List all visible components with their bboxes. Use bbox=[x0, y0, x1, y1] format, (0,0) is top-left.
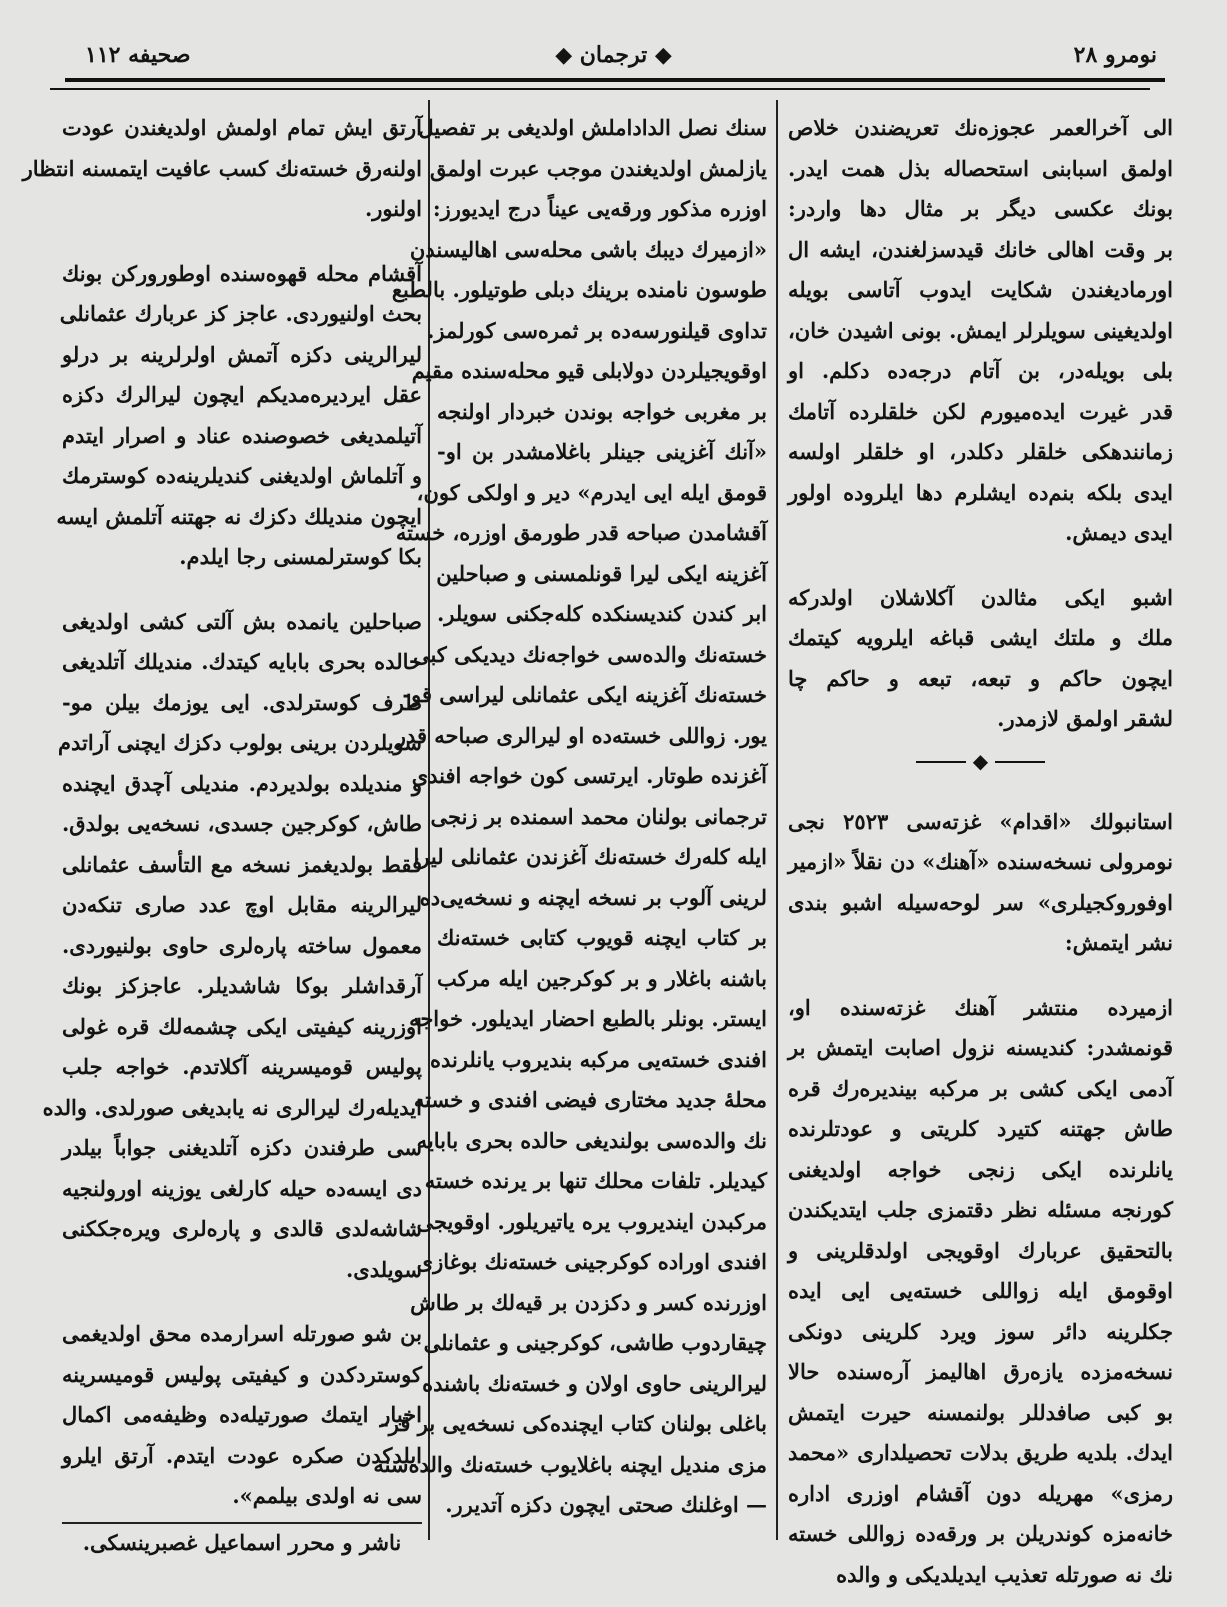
text-line: الى آخرالعمر عجوزه‌نك تعريضندن خلاص bbox=[788, 115, 1173, 140]
text-line: ازميرده منتشر آهنك غزته‌سنده او، bbox=[788, 994, 1173, 1020]
text-line: دى ايسه‌ده حيله كارلغى يوزينه اورولنجيه bbox=[62, 1175, 422, 1201]
text-line: باشنه باغلار و بر كوكرجين ايله مركب bbox=[437, 965, 767, 991]
text-line: ليرالرينى دكزه آتمش اولرلرينه بر درلو bbox=[62, 341, 422, 367]
text-line: اوقويجيلردن دولابلى قيو محله‌سنده مقيم bbox=[411, 358, 767, 383]
text-line: اوزرنده كسر و دكزدن بر قيه‌لك بر طاش bbox=[410, 1289, 767, 1315]
ornament-icon: ◆ bbox=[555, 42, 580, 68]
text-line: اوزرينه كيفيتى ايكى چشمه‌لك قره غولى bbox=[62, 1013, 422, 1039]
text-line: اولنور. bbox=[364, 196, 422, 221]
header-rule bbox=[65, 78, 1165, 82]
text-line: محله‌ٔ جديد مختارى فيضى افندى و خسته bbox=[413, 1087, 767, 1112]
text-line: آقشام محله قهوه‌سنده اوطوروركن بونك bbox=[62, 260, 422, 286]
text-line: اوقومق ايله زواللى خسته‌يى ايى ايده bbox=[788, 1278, 1173, 1303]
text-line: يازلمش اولديغندن موجب عبرت اولمق bbox=[429, 155, 767, 181]
text-line: بحث اولنيوردى. عاجز كز عربارك عثمانلى bbox=[59, 301, 422, 326]
text-line: آقشامدن صباحه قدر طورمق اوزره، خسته bbox=[395, 520, 767, 545]
text-line: ايديله‌رك ليرالرى نه يابديغى صورلدى. والده bbox=[42, 1094, 422, 1120]
text-line: استانبولك «اقدام» غزته‌سى ٢٥٢٣ نجى bbox=[788, 808, 1173, 834]
text-line: نومرولى نسخه‌سنده «آهنك» دن نقلاً «ازمير bbox=[788, 849, 1173, 874]
text-line: صباحلين يانمده بش آلتى كشى اولديغى bbox=[62, 608, 422, 634]
text-line: بر مغربى خواجه بوندن خبردار اولنجه bbox=[437, 398, 767, 424]
text-line: بالتحقيق عربارك اوقويجى اولدقلرينى و bbox=[788, 1237, 1173, 1263]
ornament-icon: ◆ bbox=[647, 42, 672, 68]
text-line: طرف كوسترلدى. ايى يوزمك بيلن مو- bbox=[62, 689, 422, 715]
paragraph bbox=[788, 802, 1173, 964]
text-line: قونمشدر: كنديسنه نزول اصابت ايتمش بر bbox=[788, 1035, 1173, 1060]
paragraph bbox=[42, 602, 422, 1291]
text-line: ايله كله‌رك خسته‌نك آغزندن عثمانلى ليرا bbox=[413, 844, 767, 869]
text-line: حالده بحرى بابايه كيتدك. منديلك آتلديغى bbox=[62, 649, 422, 674]
text-line: خسته‌نك والده‌سى خواجه‌نك ديديكى كبى bbox=[412, 641, 767, 667]
text-line: بن شو صورتله اسرارمده محق اولديغمى bbox=[62, 1321, 422, 1346]
text-line: خسته‌نك آغزينه ايكى عثمانلى ليراسى قو- bbox=[402, 682, 767, 707]
text-line: سويلدى. bbox=[345, 1256, 422, 1282]
text-line: نشر ايتمش: bbox=[1064, 930, 1173, 955]
text-line: افندى اوراده كوكرجينى خسته‌نك بوغازى bbox=[416, 1249, 767, 1274]
text-line: بلى بويله‌در، بن آتام درجه‌ده دكلم. او bbox=[788, 358, 1173, 383]
text-line: نك والده‌سى بولنديغى حالده بحرى بابايه bbox=[416, 1127, 767, 1153]
text-line: آغزنده طوتار. ايرتسى كون خواجه افندى bbox=[411, 763, 767, 788]
text-line: بونك عكسى ديگر بر مثال دها واردر: bbox=[788, 196, 1173, 221]
text-line: تداوى قيلنورسه‌ده بر ثمره‌سى كورلمز. bbox=[427, 317, 767, 343]
paragraph bbox=[22, 108, 422, 230]
text-line: كوستردكدن و كيفيتى پوليس قوميسرينه bbox=[62, 1361, 422, 1387]
text-line: سى طرفندن دكزه آتلديغنى جواباً بيلدر bbox=[62, 1135, 422, 1160]
text-line: — اوغلنك صحتى ايچون دكزه آتديرر. bbox=[445, 1492, 767, 1517]
text-line: آرقداشلر بوكا شاشديلر. عاجزكز بونك bbox=[62, 973, 422, 998]
text-line: اولنه‌رق خسته‌نك كسب عافيت ايتمسنه انتظار bbox=[22, 155, 422, 181]
text-line: افندى خسته‌يى مركبه بنديروب يانلرنده bbox=[429, 1046, 767, 1072]
text-line: سى نه اولدى بيلمم». bbox=[232, 1483, 422, 1508]
text-line: ترجمانى بولنان محمد اسمنده بر زنجى bbox=[430, 803, 767, 829]
text-line: بر كتاب ايچنه قويوب كتابى خسته‌نك bbox=[437, 925, 767, 950]
section-divider-ornament: ◆ bbox=[788, 744, 1173, 778]
text-line: ايستر. بونلر بالطبع احضار ايديلور. خواجه bbox=[409, 1006, 767, 1031]
page-number: صحيفه ١١٢ bbox=[85, 42, 191, 68]
issue-number: نومرو ٢٨ bbox=[1073, 42, 1157, 68]
footer-rule bbox=[62, 1522, 422, 1524]
text-line: و منديلده بولديردم. منديلى آچدق ايچنده bbox=[62, 770, 422, 796]
paragraph bbox=[788, 108, 1173, 554]
column-right bbox=[788, 108, 1173, 1599]
text-line: سويلردن برينى بولوب دكزك ايچنى آراتدم bbox=[58, 730, 422, 755]
text-line: فقط بولديغمز نسخه مع التأسف عثمانلى bbox=[62, 851, 422, 877]
text-line: ايچون حاكم و تبعه، تبعه و حاكم چا bbox=[788, 665, 1173, 691]
text-line: طوسون نامنده برينك دبلى طوتيلور. بالطبع bbox=[391, 277, 767, 302]
text-line: رمزى» مهريله دون آقشام اوزرى اداره bbox=[788, 1480, 1173, 1506]
text-line: مركبدن اينديروب يره ياتيريلور. اوقويجى bbox=[416, 1208, 767, 1234]
text-line: ايدك. بلديه طريق بدلات تحصيلدارى «محمد bbox=[788, 1440, 1173, 1465]
text-line: زمانندهكى خلقلر دكلدر، او خلقلر اولسه bbox=[788, 439, 1173, 464]
text-line: آتيلمديغى خصوصنده عناد و اصرار ايتدم bbox=[62, 422, 422, 448]
text-line: اولديغينى سويلرلر ايمش. بونى اشيدن خان، bbox=[788, 317, 1173, 343]
column-left bbox=[22, 108, 422, 1521]
text-line: لشقر اولمق لازمدر. bbox=[997, 706, 1173, 731]
paragraph bbox=[788, 578, 1173, 740]
text-line: اولمق اسبابنى استحصاله بذل همت ايدر. bbox=[788, 155, 1173, 181]
text-line: جكلرينه دائر سوز ويرد كلرينى دونكى bbox=[788, 1318, 1173, 1344]
text-line: آدمى ايكى كشى بر مركبه بينديره‌رك قره bbox=[788, 1075, 1173, 1101]
text-line: آغزينه ايكى ليرا قونلمسنى و صباحلين bbox=[436, 560, 767, 586]
paragraph bbox=[62, 1314, 422, 1517]
text-line: ملك و ملتك ايشى قباغه ايلرويه كيتمك bbox=[788, 625, 1173, 650]
masthead-title: ترجمان bbox=[579, 42, 648, 68]
text-line: بر وقت اهالى خانك قيدسزلغندن، ايشه ال bbox=[788, 236, 1173, 262]
text-line: ليرالرينه مقابل اوچ عدد صارى تنكه‌دن bbox=[62, 892, 422, 917]
text-line: اشبو ايكى مثالدن آكلاشلان اولدركه bbox=[788, 584, 1173, 610]
text-line: نسخه‌مزده يازه‌رق اهاليمز آره‌سنده حالا bbox=[788, 1359, 1173, 1384]
text-line: «آنك آغزينى جينلر باغلامشدر بن او- bbox=[437, 439, 767, 464]
text-line: كورنجه مسئله نظر دقتمزى جلب ايتديكندن bbox=[788, 1197, 1173, 1222]
text-line: اورمادیغندن شكايت ايدوب آتاسى بويله bbox=[788, 277, 1173, 302]
text-line: طاش، كوكرجين جسدى، نسخه‌يى بولدق. bbox=[62, 811, 422, 836]
text-line: اوزره مذكور ورقه‌يى عيناً درج ايديورز: bbox=[432, 196, 767, 221]
header-rule-thin bbox=[50, 88, 1150, 90]
text-line: قدر غيرت ايده‌ميورم لكن خلقلرده آتامك bbox=[788, 398, 1173, 424]
text-line: اوفوروكجيلرى» سر لوحه‌سيله اشبو بندى bbox=[788, 889, 1173, 915]
publisher-line: ناشر و محرر اسماعيل غصبرينسكى. bbox=[82, 1530, 402, 1555]
text-line: پوليس قوميسرينه آكلاتدم. خواجه جلب bbox=[62, 1054, 422, 1079]
text-line: يانلرنده ايكى زنجى خواجه اولديغنى bbox=[788, 1156, 1173, 1182]
text-line: يور. زواللى خسته‌ده او ليرالرى صباحه قدر bbox=[395, 722, 767, 748]
column-divider bbox=[776, 100, 778, 1540]
text-line: ابر كندن كنديسنكده كله‌جكنى سويلر. bbox=[437, 601, 767, 626]
text-line: معمول ساخته پاره‌لرى حاوى بولنيوردى. bbox=[62, 932, 422, 958]
text-line: عقل ايرديره‌مديكم ايچون ليرالرك دكزه bbox=[62, 382, 422, 407]
text-line: قومق ايله ايى ايدرم» دير و اولكى كون، bbox=[416, 479, 767, 505]
text-line: باغلى بولنان كتاب ايچنده‌كى نسخه‌يى بر قر- bbox=[380, 1411, 767, 1436]
text-line: آرتق ايش تمام اولمش اولديغندن عودت bbox=[62, 115, 422, 140]
text-line: ايلدكدن صكره عودت ايتدم. آرتق ايلرو bbox=[62, 1442, 422, 1468]
text-line: لرينى آلوب بر نسخه ايچنه و نسخه‌يى‌ده bbox=[419, 884, 767, 910]
text-line: نك نه صورتله تعذيب ايديلديكى و والده bbox=[836, 1561, 1173, 1587]
text-line: ايچون منديلك دكزك نه جهتنه آتلمش ايسه bbox=[56, 503, 422, 529]
text-line: سنك نصل الداداملش اولديغى بر تفصيل bbox=[418, 115, 767, 140]
text-line: و آتلماش اولديغنى كنديلرينه‌ده كوسترمك bbox=[62, 463, 422, 488]
text-line: چيقاردوب طاشى، كوكرجينى و عثمانلى bbox=[423, 1330, 767, 1355]
text-line: ليرالرينى حاوى اولان و خسته‌نك باشنده bbox=[422, 1370, 767, 1396]
text-line: بو كبى صافدللر بولنمسنه حيرت ايتمش bbox=[788, 1399, 1173, 1425]
paragraph bbox=[56, 254, 422, 578]
text-line: «ازميرك ديبك باشى محله‌سى اهاليسندن bbox=[409, 236, 767, 262]
paragraph bbox=[788, 988, 1173, 1596]
text-line: ايدى ديمش. bbox=[1065, 520, 1173, 545]
text-line: بكا كوسترلمسنى رجا ايلدم. bbox=[179, 544, 422, 569]
text-line: ايدى بلكه بنم‌ده ايشلرم دها ايلروده اولور bbox=[788, 479, 1173, 505]
text-line: اخبار ايتمك صورتيله‌ده وظيفه‌مى اكمال bbox=[62, 1402, 422, 1427]
text-line: كيديلر. تلفات محلك تنها بر يرنده خسته bbox=[424, 1168, 767, 1193]
text-line: مزى منديل ايچنه باغلايوب خسته‌نك والده‌سنه bbox=[373, 1451, 767, 1477]
text-line: شاشه‌لدى قالدى و پاره‌لرى ويره‌جككنى bbox=[62, 1216, 422, 1241]
text-line: خانه‌مزه كوندريلن بر ورقه‌ده زواللى خسته bbox=[788, 1521, 1173, 1546]
text-line: طاش جهتنه كتيرد كلريتى و عودتلرنده bbox=[788, 1116, 1173, 1141]
